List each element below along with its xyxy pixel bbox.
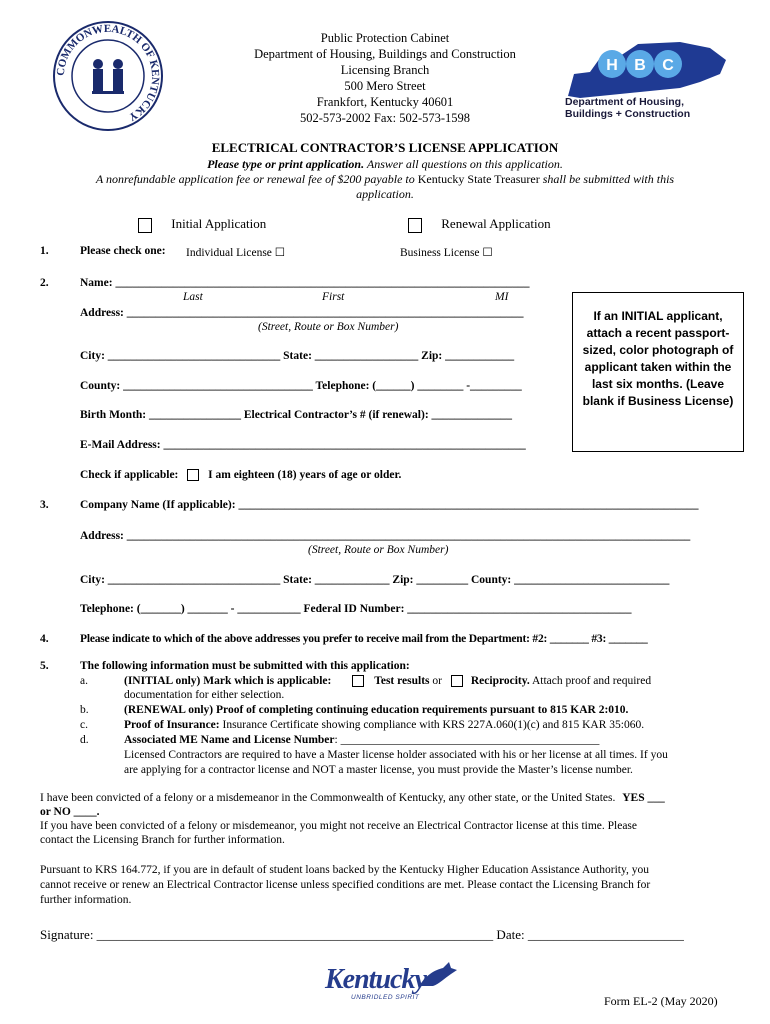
header-line: 502-573-2002 Fax: 502-573-1598: [299, 111, 471, 125]
hbc-caption-line: Buildings + Construction: [565, 108, 691, 120]
item-d[interactable]: [124, 734, 599, 746]
renewal-application-label: Renewal Application: [441, 216, 551, 231]
item-d-bold: Associated ME Name and License Number: [124, 734, 335, 746]
felony-line1: I have been convicted of a felony or a misdemeanor in the Commonwealth of Kentucky, any other state, or the United States.: [40, 792, 616, 804]
item-c-bold: Proof of Insurance:: [124, 719, 220, 731]
instructions-line1b: Answer all questions on this application.: [364, 157, 563, 171]
initial-application-label: Initial Application: [171, 216, 267, 231]
requirements-intro: The following information must be submitted with this application:: [80, 660, 410, 672]
kentucky-wordmark: Kentucky: [325, 964, 426, 995]
item-d-note: are applying for a contractor license and NOT a master license, you must provide the Master’s license number.: [124, 764, 633, 776]
mi-hint: MI: [495, 291, 509, 303]
felony-no[interactable]: or NO ____.: [40, 806, 100, 818]
last-hint: Last: [183, 291, 203, 303]
photo-box[interactable]: [572, 292, 744, 452]
photo-box-text: If an INITIAL applicant, attach a recent passport-sized, color photograph of applicant taken within the last six months. (Leave blank if Business License): [582, 309, 734, 408]
instructions-line2c: shall be submitted with this: [539, 172, 675, 186]
check-if-applicable-label: Check if applicable:: [80, 469, 179, 481]
item-b: (RENEWAL only) Proof of completing continuing education requirements pursuant to 815 KAR 2:010.: [124, 704, 629, 716]
header-line: 500 Mero Street: [344, 79, 426, 93]
first-hint: First: [322, 291, 345, 303]
header-line: Frankfort, Kentucky 40601: [316, 95, 454, 109]
header-line: Licensing Branch: [340, 63, 430, 77]
age-check-row: [80, 469, 401, 481]
name-field[interactable]: Name: ________________________________________________________________________: [80, 277, 530, 289]
signature-date-field[interactable]: Signature: _____________________________________________________________ Date: ________________________: [40, 927, 684, 942]
reciprocity-label: Reciprocity.: [470, 675, 530, 687]
item-a-text: (INITIAL only) Mark which is applicable:: [124, 675, 332, 687]
krs-line: cannot receive or renew an Electrical Contractor license unless specified conditions are met. Please contact the Licensing Branch for: [40, 879, 651, 891]
header-line: Public Protection Cabinet: [320, 31, 450, 45]
company-name-field[interactable]: Company Name (If applicable): ________________________________________________________________________________: [80, 499, 699, 511]
city-state-zip-field[interactable]: City: ______________________________ State: __________________ Zip: ____________: [80, 350, 515, 362]
street-hint: (Street, Route or Box Number): [258, 321, 399, 333]
county-telephone-field[interactable]: County: _________________________________ Telephone: (______) ________ -_________: [80, 380, 522, 392]
item-d-note: Licensed Contractors are required to have a Master license holder associated with his or her license at all times. If you: [124, 749, 668, 761]
email-field[interactable]: E-Mail Address: _______________________________________________________________: [80, 439, 526, 451]
street-hint: (Street, Route or Box Number): [308, 544, 449, 556]
company-city-field[interactable]: City: ______________________________ State: _____________ Zip: _________ County: ___________________________: [80, 574, 670, 586]
instructions-line1: Please type or print application.: [207, 157, 365, 171]
business-license-option[interactable]: Business License ☐: [400, 247, 493, 259]
form-number: Form EL-2 (May 2020): [604, 994, 718, 1008]
renewal-application-option[interactable]: [408, 216, 551, 233]
item-a-line2: documentation for either selection.: [124, 689, 285, 701]
felony-line3: If you have been convicted of a felony or misdemeanor, you might not receive an Electrical Contractor license at this time. Please: [40, 820, 638, 832]
initial-application-checkbox[interactable]: [138, 218, 152, 233]
seal-text: COMMONWEALTH OF KENTUCKY: [54, 22, 162, 123]
instructions-line2b: Kentucky State Treasurer: [414, 172, 540, 186]
felony-row: [40, 792, 665, 804]
test-results-checkbox[interactable]: [352, 675, 364, 687]
section-number: 4.: [40, 633, 49, 645]
section-number: 1.: [40, 245, 49, 257]
hbc-letter: B: [634, 57, 646, 74]
item-label: a.: [80, 675, 88, 687]
form-title: ELECTRICAL CONTRACTOR’S LICENSE APPLICATION: [211, 140, 559, 155]
agency-header: [195, 30, 575, 126]
test-results-label: Test results: [374, 675, 430, 687]
kentucky-seal: [52, 20, 164, 132]
item-a: [124, 675, 651, 687]
kentucky-logo: [325, 960, 455, 1008]
company-address-field[interactable]: Address: __________________________________________________________________________________________________: [80, 530, 691, 542]
hbc-caption-line: Department of Housing,: [565, 96, 685, 108]
age-label: I am eighteen (18) years of age or older.: [208, 469, 402, 481]
krs-line: Pursuant to KRS 164.772, if you are in default of student loans backed by the Kentucky Higher Education Assistance Authority, you: [40, 864, 649, 876]
section-number: 2.: [40, 277, 49, 289]
hbc-logo: [560, 38, 750, 100]
company-telephone-field[interactable]: Telephone: (_______) _______ - ___________ Federal ID Number: _______________________________________: [80, 603, 632, 615]
item-a-rest: Attach proof and required: [529, 675, 652, 687]
item-label: b.: [80, 704, 89, 716]
reciprocity-checkbox[interactable]: [451, 675, 463, 687]
section-number: 5.: [40, 660, 49, 672]
felony-line4: contact the Licensing Branch for further information.: [40, 834, 285, 846]
instructions: [10, 157, 760, 202]
hbc-caption: [565, 96, 690, 120]
header-line: Department of Housing, Buildings and Construction: [254, 47, 516, 61]
birth-month-field[interactable]: Birth Month: ________________ Electrical Contractor’s # (if renewal): ______________: [80, 409, 513, 421]
mail-preference-field[interactable]: Please indicate to which of the above addresses you prefer to receive mail from the Department: #2: _______ #3: _______: [80, 633, 648, 645]
check-one-label: Please check one:: [80, 245, 166, 257]
unbridled-spirit: UNBRIDLED SPIRIT: [351, 994, 420, 1001]
section-number: 3.: [40, 499, 49, 511]
renewal-application-checkbox[interactable]: [408, 218, 422, 233]
krs-line: further information.: [40, 894, 132, 906]
or-text: or: [429, 675, 445, 687]
address-field[interactable]: Address: _____________________________________________________________________: [80, 307, 524, 319]
item-label: c.: [80, 719, 88, 731]
age-checkbox[interactable]: [187, 469, 199, 481]
item-label: d.: [80, 734, 89, 746]
hbc-letter: C: [662, 57, 674, 74]
felony-yes[interactable]: YES ___: [622, 792, 665, 804]
instructions-line3: application.: [356, 187, 414, 201]
item-c-text: Insurance Certificate showing compliance with KRS 227A.060(1)(c) and 815 KAR 35:060.: [219, 719, 645, 731]
hbc-letter: H: [606, 57, 618, 74]
individual-license-option[interactable]: Individual License ☐: [186, 247, 286, 259]
item-c: [124, 719, 644, 731]
item-d-text: : _____________________________________________: [334, 734, 600, 746]
instructions-line2a: A nonrefundable application fee or renewal fee of $200 payable to: [95, 172, 415, 186]
initial-application-option[interactable]: [138, 216, 266, 233]
